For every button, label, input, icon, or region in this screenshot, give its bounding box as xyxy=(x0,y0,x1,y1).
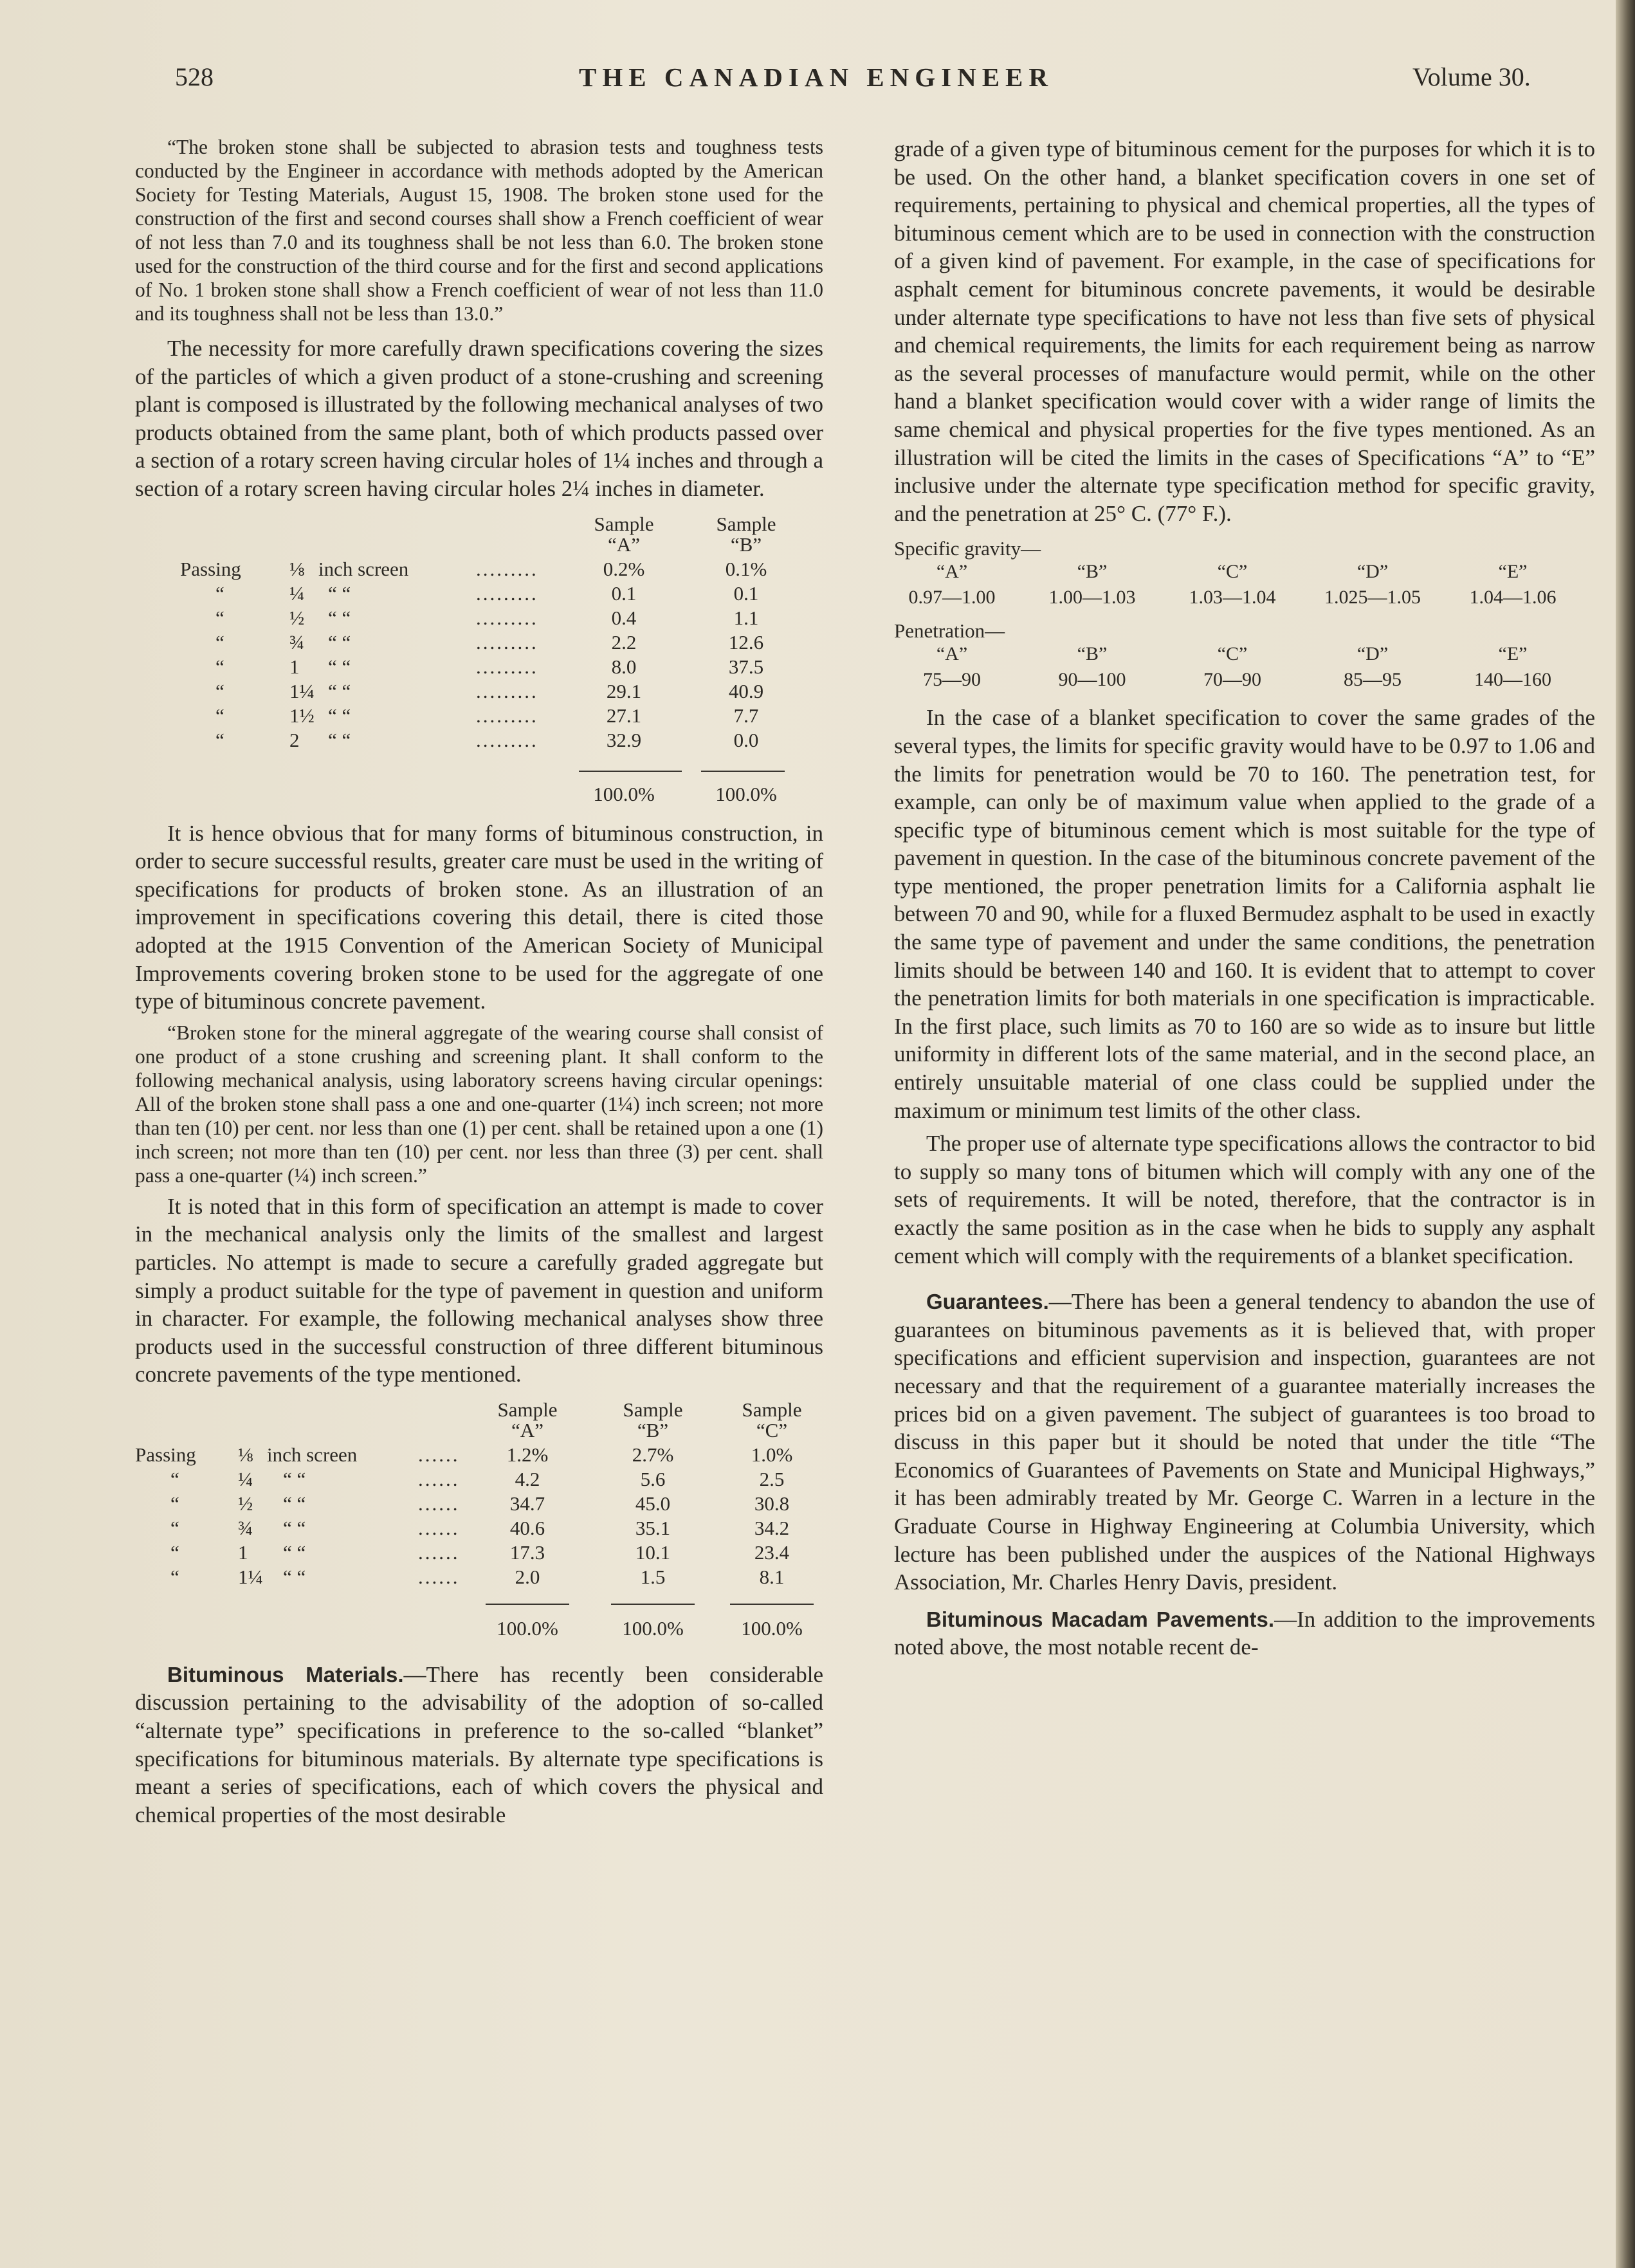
table-row xyxy=(135,1443,823,1467)
spec-letter: “A” xyxy=(936,561,968,583)
leader-dots: ......... xyxy=(476,704,538,727)
screen-size: ¼ xyxy=(238,1467,253,1490)
table-row xyxy=(135,606,823,630)
sample-a-value: 0.1 xyxy=(611,581,637,605)
sample-c-value: 1.0% xyxy=(751,1443,793,1466)
paragraph-obvious: It is hence obvious that for many forms of bituminous construction, in order to secure successful results, greater care must be used in the writing of specifications for products of broken stone. As an illustration of an improvement in specifications covering this detail, there is cited those adopted at the 1915 Convention of the American Society of Municipal Improvements covering broken stone to be used for the aggregate of one type of bituminous concrete pavement. xyxy=(135,820,823,1014)
passing-label: Passing xyxy=(135,1443,196,1466)
total-cell: 100.0% xyxy=(593,782,655,805)
table-header xyxy=(135,1418,823,1443)
passing-label: “ xyxy=(170,1492,179,1515)
screen-unit: inch screen xyxy=(318,557,409,580)
section-heading: Bituminous Macadam Pavements. xyxy=(926,1607,1275,1631)
section-text: —There has recently been considerable discussion pertaining to the advisability of the adoption of so-called “alternate type” specifications in preference to the so-called “blanket” specifications for bituminous materials. By alternate type specifications is meant a series of specifications, each of which covers the physical and chemical properties of the most desirable xyxy=(135,1661,823,1827)
column-header: Sample xyxy=(497,1398,558,1421)
total-cell: 100.0% xyxy=(741,1616,803,1640)
volume-label: Volume 30. xyxy=(1412,62,1531,91)
passing-label: “ xyxy=(215,581,224,605)
sample-b-value: 12.6 xyxy=(728,630,764,654)
section-guarantees xyxy=(894,1288,1595,1596)
screen-unit: “ “ xyxy=(283,1516,306,1539)
passing-label: “ xyxy=(215,728,224,751)
sample-b-value: 0.1% xyxy=(725,557,767,580)
leader-dots: ...... xyxy=(418,1541,460,1564)
table-row xyxy=(135,1541,823,1565)
spec-letter: “D” xyxy=(1356,643,1389,665)
sample-c-value: 8.1 xyxy=(759,1565,785,1588)
column-header: Sample xyxy=(716,512,776,535)
left-column xyxy=(135,135,823,1829)
total-rule xyxy=(611,1604,695,1605)
sample-a-value: 29.1 xyxy=(606,679,642,702)
penetration-value-row xyxy=(894,669,1595,695)
leader-dots: ...... xyxy=(418,1467,460,1490)
sample-a-value: 2.2 xyxy=(611,630,637,654)
screen-unit: “ “ xyxy=(283,1565,306,1588)
table-row xyxy=(135,1467,823,1492)
sample-b-value: 37.5 xyxy=(728,655,764,678)
penetration-value: 85—95 xyxy=(1344,669,1402,691)
gravity-value-row xyxy=(894,587,1595,612)
screen-size: 1¼ xyxy=(238,1565,263,1588)
screen-unit: “ “ xyxy=(328,679,351,702)
screen-size: 1½ xyxy=(289,704,315,727)
leader-dots: ......... xyxy=(476,679,538,702)
sample-a-value: 40.6 xyxy=(509,1516,545,1539)
penetration-value: 140—160 xyxy=(1474,669,1551,691)
spec-letter: “E” xyxy=(1498,643,1528,665)
passing-label: “ xyxy=(170,1541,179,1564)
gravity-value: 1.03—1.04 xyxy=(1189,587,1276,608)
table-row xyxy=(135,704,823,728)
spec-letter: “D” xyxy=(1356,561,1389,583)
specification-limits-table xyxy=(894,536,1595,695)
table-total-row xyxy=(135,782,823,807)
section-heading: Guarantees. xyxy=(926,1290,1049,1314)
screen-unit: “ “ xyxy=(328,704,351,727)
passing-label: “ xyxy=(170,1516,179,1539)
sample-b-value: 5.6 xyxy=(640,1467,666,1490)
screen-unit: “ “ xyxy=(328,581,351,605)
sample-c-value: 30.8 xyxy=(754,1492,790,1515)
section-bituminous-macadam xyxy=(894,1605,1595,1661)
sample-a-value: 27.1 xyxy=(606,704,642,727)
screen-size: ½ xyxy=(289,606,305,629)
screen-unit: “ “ xyxy=(328,630,351,654)
column-header: “A” xyxy=(511,1418,543,1441)
page-binding-edge xyxy=(1616,0,1635,2268)
paragraph-alternate-type: grade of a given type of bituminous cement for the purposes for which it is to be used. On the other hand, a blanket specification covers in one set of requirements, pertaining to physical and chemical properties, all the types of bituminous cement which are to be used in connection with the construction of a given kind of pavement. For example, in the case of specifications for asphalt cement for bituminous concrete pavements, it would be desirable under alternate type specifications to have not less than five sets of physical and chemical requirements, the limits for each requirement being as narrow as the several processes of manufacture would permit, while on the other hand a blanket specification would cover with a wider range of limits the same chemical and physical properties for the five types mentioned. As an illustration will be cited the limits in the cases of Specifications “A” to “E” inclusive under the alternate type specification method for specific gravity, and the penetration at 25° C. (77° F.). xyxy=(894,136,1595,526)
sample-b-value: 35.1 xyxy=(635,1516,671,1539)
screen-unit: inch screen xyxy=(267,1443,358,1466)
total-cell: 100.0% xyxy=(622,1616,684,1640)
gravity-value: 1.00—1.03 xyxy=(1048,587,1136,608)
page-number: 528 xyxy=(175,62,214,91)
sample-a-value: 32.9 xyxy=(606,728,642,751)
leader-dots: ...... xyxy=(418,1492,460,1515)
table-row xyxy=(135,679,823,704)
screen-size: 2 xyxy=(289,728,300,751)
sample-b-value: 1.1 xyxy=(733,606,759,629)
sample-a-value: 0.4 xyxy=(611,606,637,629)
passing-label: “ xyxy=(170,1467,179,1490)
screen-size: 1 xyxy=(289,655,300,678)
table-row xyxy=(135,1565,823,1589)
penetration-value: 90—100 xyxy=(1058,669,1126,691)
journal-title: THE CANADIAN ENGINEER xyxy=(579,62,1054,92)
passing-label: “ xyxy=(215,679,224,702)
sample-b-value: 0.0 xyxy=(733,728,759,751)
gravity-label: Specific gravity— xyxy=(894,537,1041,560)
paragraph-blanket: In the case of a blanket specification to cover the same grades of the several types, the limits for specific gravity would have to be 0.97 to 1.06 and the limits for penetration would be 70 to 160. The penetration test, for example, can only be of maximum value when applied to the grade of a specific type of bituminous cement which is most suitable for the type of pavement in question. In the case of the bituminous concrete pavement of the type mentioned, the proper penetration limits for a California asphalt lie between 70 and 90, while for a fluxed Bermudez asphalt to be used in exactly the same type of pavement and under the same conditions, the penetration limits should be between 140 and 160. It is evident that to attempt to cover the penetration limits for both materials in one specification is impracticable. In the first place, such limits as 70 to 160 are so wide as to insure but little uniformity in different lots of the same material, and in the second place, an entirely unsuitable material of one class could be supplied under the maximum or minimum test limits of the other class. xyxy=(894,705,1595,1123)
table-row xyxy=(135,1516,823,1541)
passing-label: “ xyxy=(215,655,224,678)
passing-label: “ xyxy=(215,630,224,654)
sample-b-value: 1.5 xyxy=(640,1565,666,1588)
sample-a-value: 0.2% xyxy=(603,557,645,580)
section-text: —In addition to the improvements noted above, the most notable recent de- xyxy=(894,1606,1595,1660)
total-rule xyxy=(701,771,785,772)
total-rule xyxy=(579,771,682,772)
sample-c-value: 34.2 xyxy=(754,1516,790,1539)
screen-size: 1 xyxy=(238,1541,248,1564)
table-row xyxy=(135,1492,823,1516)
sample-a-value: 8.0 xyxy=(611,655,637,678)
sieve-table-three-samples xyxy=(135,1398,823,1652)
leader-dots: ...... xyxy=(418,1565,460,1588)
passing-label: “ xyxy=(215,704,224,727)
leader-dots: ......... xyxy=(476,606,538,629)
leader-dots: ......... xyxy=(476,581,538,605)
passing-label: Passing xyxy=(180,557,241,580)
total-rule xyxy=(730,1604,814,1605)
specification-quote-abrasion: “The broken stone shall be subjected to abrasion tests and toughness tests conducted by the Engineer in accordance with methods adopted by the American Society for Testing Materials, August 15, 1908. The broken stone used for the construction of the first and second courses shall show a French coefficient of wear of not less than 7.0 and its toughness shall be not less than 6.0. The broken stone used for the construction of the third course and for the first and second applications of No. 1 broken stone shall show a French coefficient of wear of not less than 11.0 and its toughness shall not be less than 13.0.” xyxy=(135,136,823,325)
spec-letter-row xyxy=(894,643,1595,669)
sample-c-value: 23.4 xyxy=(754,1541,790,1564)
leader-dots: ......... xyxy=(476,557,538,580)
column-header: Sample xyxy=(742,1398,802,1421)
running-header xyxy=(0,62,1635,100)
table-header xyxy=(135,533,823,557)
leader-dots: ......... xyxy=(476,728,538,751)
spec-letter-row xyxy=(894,561,1595,587)
section-text: —There has been a general tendency to abandon the use of guarantees on bituminous pavements as it is believed that, with proper specifications and efficient supervision and inspection, guarantees are not necessary and that the requirement of a guarantee materially increases the prices bid on a given pavement. The subject of guarantees is too broad to discuss in this paper but it should be noted that under the title “The Economics of Guarantees of Pavements on State and Municipal Highways,” it has been admirably treated by Mr. George C. Warren in a lecture in the Graduate Course in Highway Engineering at Columbia University, which lecture has been published under the auspices of the National Highways Association, Mr. Charles Henry Davis, president. xyxy=(894,1289,1595,1595)
screen-size: ½ xyxy=(238,1492,253,1515)
sample-b-value: 40.9 xyxy=(728,679,764,702)
table-row xyxy=(135,728,823,753)
column-header: “C” xyxy=(756,1418,788,1441)
table-row xyxy=(135,557,823,581)
table-row xyxy=(135,630,823,655)
gravity-value: 1.025—1.05 xyxy=(1324,587,1421,608)
penetration-value: 70—90 xyxy=(1203,669,1261,691)
paragraph-proper-use: The proper use of alternate type specifications allows the contractor to bid to supply so many tons of bitumen which will comply with any one of the sets of requirements. It will be noted, therefore, that the contractor is in exactly the same position as in the case when he bids to supply any asphalt cement which will comply with the requirements of a blanket specification. xyxy=(894,1131,1595,1268)
screen-size: ¾ xyxy=(238,1516,253,1539)
column-header: “B” xyxy=(637,1418,669,1441)
screen-unit: “ “ xyxy=(283,1492,306,1515)
screen-size: ⅛ xyxy=(238,1443,253,1466)
section-heading: Bituminous Materials. xyxy=(167,1662,404,1687)
sample-b-value: 0.1 xyxy=(733,581,759,605)
sample-b-value: 7.7 xyxy=(733,704,759,727)
leader-dots: ...... xyxy=(418,1443,460,1466)
section-bituminous-materials xyxy=(135,1661,823,1829)
screen-unit: “ “ xyxy=(328,655,351,678)
gravity-value: 0.97—1.00 xyxy=(908,587,996,608)
screen-size: ¾ xyxy=(289,630,305,654)
paragraph-sizes: The necessity for more carefully drawn specifications covering the sizes of the particles of which a given product of a stone-crushing and screening plant is composed is illustrated by the following mechanical analyses of two products obtained from the same plant, both of which products passed over a section of a rotary screen having circular holes of 1¼ inches and through a section of a rotary screen having circular holes 2¼ inches in diameter. xyxy=(135,336,823,501)
spec-letter: “C” xyxy=(1217,561,1248,583)
specification-quote-aggregate: “Broken stone for the mineral aggregate of the wearing course shall consist of one product of a stone crushing and screening plant. It shall conform to the following mechanical analysis, using laboratory screens having circular openings: All of the broken stone shall pass a one and one-quarter (1¼) inch screen; not more than ten (10) per cent. nor less than one (1) per cent. shall be retained upon a one (1) inch screen; not more than ten (10) per cent. nor less than three (3) per cent. shall pass a one-quarter (¼) inch screen.” xyxy=(135,1021,823,1187)
gravity-value: 1.04—1.06 xyxy=(1469,587,1557,608)
spec-letter: “B” xyxy=(1077,561,1108,583)
penetration-label: Penetration— xyxy=(894,619,1005,643)
right-column xyxy=(894,135,1595,1661)
sample-b-value: 45.0 xyxy=(635,1492,671,1515)
table-row xyxy=(135,655,823,679)
sample-c-value: 2.5 xyxy=(759,1467,785,1490)
screen-unit: “ “ xyxy=(328,728,351,751)
column-header: “A” xyxy=(608,533,640,556)
paragraph-limits: It is noted that in this form of specification an attempt is made to cover in the mechanical analysis only the limits of the smallest and largest particles. No attempt is made to secure a carefully graded aggregate but simply a product suitable for the type of pavement in question and uniform in character. For example, the following mechanical analyses show three products used in the successful construction of three different bituminous concrete pavements of the type mentioned. xyxy=(135,1193,823,1387)
leader-dots: ......... xyxy=(476,630,538,654)
spec-letter: “C” xyxy=(1217,643,1248,665)
screen-unit: “ “ xyxy=(283,1467,306,1490)
screen-size: ¼ xyxy=(289,581,305,605)
sample-a-value: 4.2 xyxy=(515,1467,540,1490)
penetration-value: 75—90 xyxy=(923,669,981,691)
sieve-table-two-samples xyxy=(135,512,823,814)
screen-unit: “ “ xyxy=(328,606,351,629)
sample-a-value: 1.2% xyxy=(506,1443,549,1466)
total-rule xyxy=(486,1604,569,1605)
sample-a-value: 17.3 xyxy=(509,1541,545,1564)
sample-b-value: 10.1 xyxy=(635,1541,671,1564)
passing-label: “ xyxy=(215,606,224,629)
spec-letter: “E” xyxy=(1498,561,1528,583)
screen-unit: “ “ xyxy=(283,1541,306,1564)
sample-a-value: 2.0 xyxy=(515,1565,540,1588)
passing-label: “ xyxy=(170,1565,179,1588)
leader-dots: ......... xyxy=(476,655,538,678)
total-cell: 100.0% xyxy=(715,782,777,805)
total-cell: 100.0% xyxy=(497,1616,558,1640)
leader-dots: ...... xyxy=(418,1516,460,1539)
spec-letter: “A” xyxy=(936,643,968,665)
table-row xyxy=(135,581,823,606)
table-total-row xyxy=(135,1616,823,1641)
screen-size: 1¼ xyxy=(289,679,315,702)
column-header: Sample xyxy=(623,1398,683,1421)
sample-a-value: 34.7 xyxy=(509,1492,545,1515)
column-header: “B” xyxy=(730,533,762,556)
column-header: Sample xyxy=(594,512,654,535)
screen-size: ⅛ xyxy=(289,557,305,580)
sample-b-value: 2.7% xyxy=(632,1443,674,1466)
spec-letter: “B” xyxy=(1077,643,1108,665)
